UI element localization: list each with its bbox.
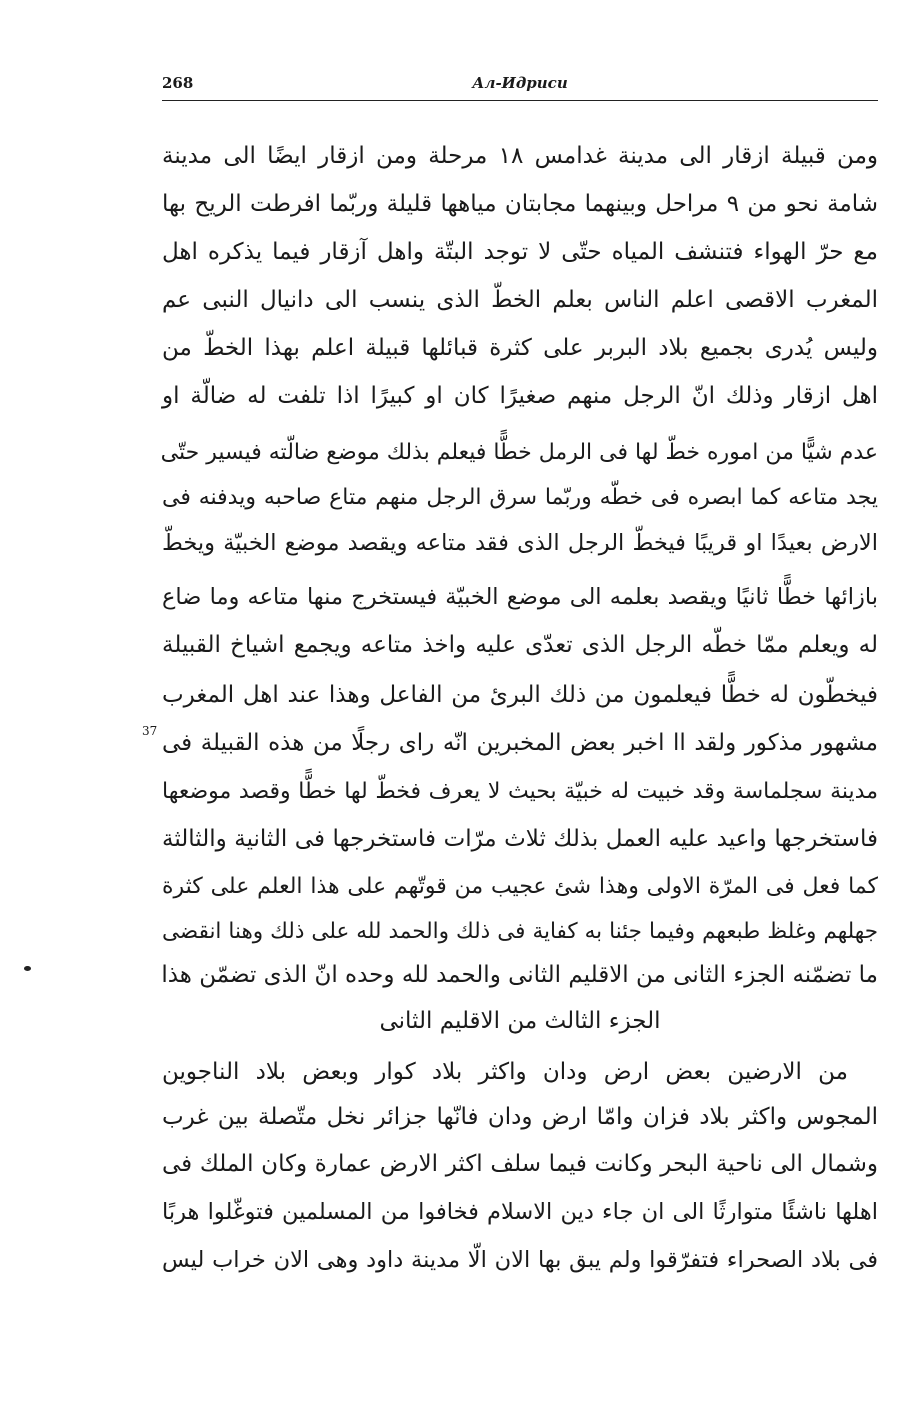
text-line: مشهور مذكور ولقد اا اخبر بعض المخبرين انّه راى رجلًا من هذه القبيلة فى [162, 730, 878, 756]
text-line: عدم شيًّا من اموره خطّ لها فى الرمل خطًّا فيعلم بذلك موضع ضالّته فيسير حتّى [160, 440, 878, 465]
text-line: شامة نحو من ٩ مراحل وبينهما مجابتان مياهها قليلة وربّما افرطت الريح بها [162, 191, 879, 217]
header-rule [162, 100, 878, 101]
text-line: يجد متاعه كما ابصره فى خطّه وربّما سرق الرجل منهم متاع صاحبه ويدفنه فى [162, 485, 878, 510]
text-line: فيخطّون له خطًّا فيعلمون من ذلك البرئ من الفاعل وهذا عند اهل المغرب [162, 682, 878, 708]
text-line: فى بلاد الصحراء فتفرّقوا ولم يبق بها الان الّا مدينة داود وهى الان خراب ليس [162, 1247, 878, 1273]
section-heading: الجزء الثالث من الاقليم الثانى [379, 1008, 661, 1034]
text-line: المجوس واكثر بلاد فزان وامّا ارض ودان فانّها جزائر نخل متّصلة بين غرب [162, 1104, 878, 1130]
text-line: وشمال الى ناحية البحر وكانت فيما سلف اكثر الارض عمارة وكان الملك فى [162, 1151, 878, 1177]
paragraph-2 [162, 433, 878, 993]
text-line: فاستخرجها واعيد عليه العمل بذلك ثلاث مرّات فاستخرجها فى الثانية والثالثة [162, 826, 878, 852]
page-header [162, 74, 878, 98]
text-line: ومن قبيلة ازقار الى مدينة غدامس ١٨ مرحلة ومن ازقار ايضًا الى مدينة [162, 143, 878, 169]
text-line: الارض بعيدًا او قريبًا فيخطّ الرجل الذى فقد متاعه ويقصد موضع الخبيّة ويخطّ [162, 530, 878, 556]
page-number: 268 [162, 74, 194, 92]
text-line: مدينة سجلماسة وقد خبيت له خبيّة بحيث لا يعرف فخطّ لها خطًّا وقصد موضعها [162, 779, 878, 804]
text-line: اهل ازقار وذلك انّ الرجل منهم صغيرًا كان او كبيرًا اذا تلفت له ضالّة او [162, 383, 878, 409]
text-line: له ويعلم ممّا خطّه الرجل الذى تعدّى عليه واخذ متاعه ويجمع اشياخ القبيلة [162, 632, 878, 658]
text-line: كما فعل فى المرّة الاولى وهذا شئ عجيب من قوتّهم على هذا العلم على كثرة [162, 874, 878, 899]
paragraph-1 [162, 136, 879, 409]
margin-line-number: 37 [142, 724, 158, 738]
text-line: وليس يُدرى بجميع بلاد البربر على كثرة قبائلها قبيلة اعلم بهذا الخطّ من [162, 335, 878, 361]
running-title: Ал-Идриси [472, 74, 568, 92]
text-line: جهلهم وغلظ طبعهم وفيما جئنا به كفاية فى ذلك والحمد لله على ذلك وهنا انقضى [162, 919, 878, 944]
margin-mark [24, 966, 31, 971]
text-line: مع حرّ الهواء فتنشف المياه حتّى لا توجد البتّة واهل آزقار فيما يذكره اهل [162, 239, 878, 265]
text-line: المغرب الاقصى اعلم الناس بعلم الخطّ الذى ينسب الى دانيال النبى عم [162, 287, 878, 313]
paragraph-3 [162, 1052, 878, 1292]
text-line: بازائها خطًّا ثانيًا ويقصد بعلمه الى موضع الخبيّة فيستخرج منها متاعه وما ضاع [162, 584, 878, 610]
text-line: اهلها ناشئًا متوارثًا الى ان جاء دين الاسلام فخافوا من المسلمين فتوغّلوا هربًا [162, 1199, 878, 1225]
text-line: ما تضمّنه الجزء الثانى من الاقليم الثانى والحمد لله وحده انّ الذى تضمّن هذا [161, 962, 878, 988]
text-line: من الارضين بعض ارض ودان واكثر بلاد كوار وبعض بلاد الناجوين [162, 1059, 848, 1085]
